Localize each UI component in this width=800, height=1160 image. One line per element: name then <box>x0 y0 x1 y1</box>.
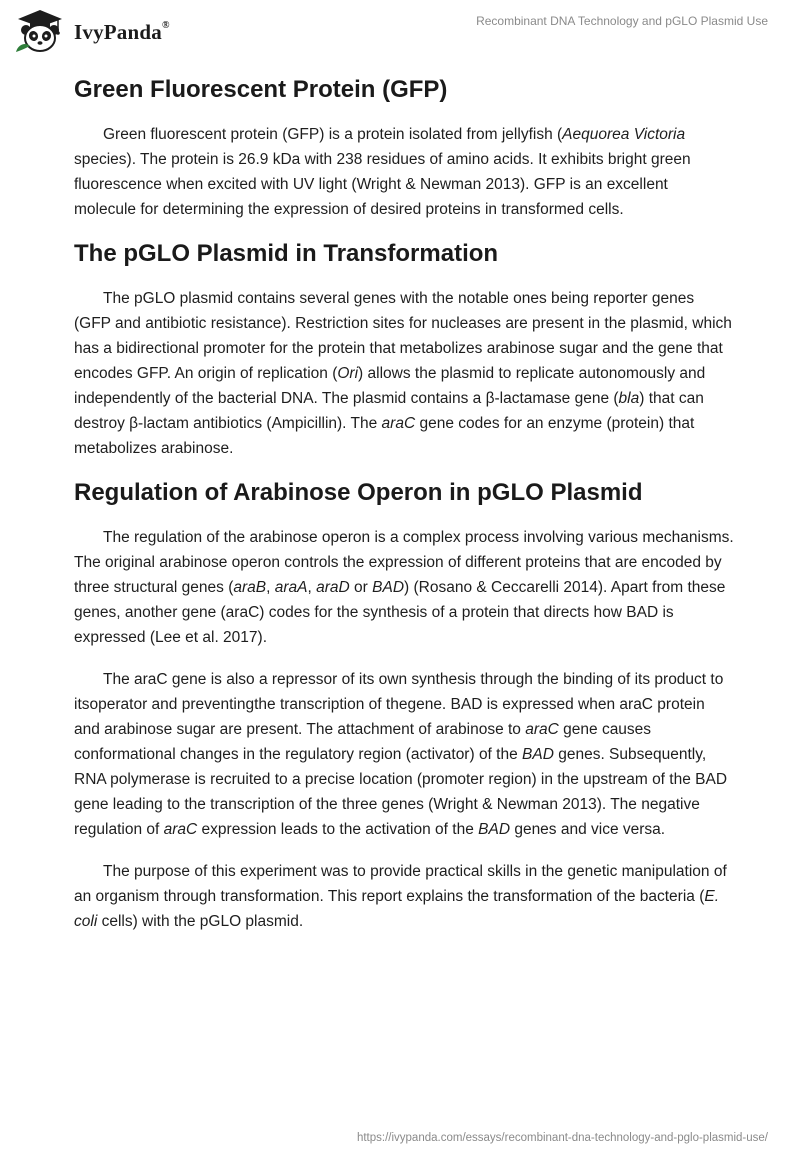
italic-term: BAD <box>522 746 554 763</box>
italic-term: araC <box>525 721 559 738</box>
paragraph-arabinose-3: The purpose of this experiment was to provide practical skills in the genetic manipulation of an organism through transformation. This report explains the transformation of the bacteria (E. coli cells) with the pGLO plasmid. <box>74 863 727 930</box>
section-title-pglo: The pGLO Plasmid in Transformation <box>74 240 499 267</box>
italic-term: araC <box>381 415 416 432</box>
paragraph-gfp: Green fluorescent protein (GFP) is a protein isolated from jellyfish (Aequorea Victoria species). The protein is 26.9 kDa with 238 residues of amino acids. It exhibits bright green fluorescence when excited with UV light (Wright & Newman 2013). GFP is an excellent molecule for determining the expression of desired proteins in transformed cells. <box>74 126 691 218</box>
brand-name[interactable]: IvyPanda® <box>74 20 170 44</box>
document-title: Recombinant DNA Technology and pGLO Plasmid Use <box>476 14 768 28</box>
italic-term: araB <box>233 579 267 596</box>
italic-term: Aequorea Victoria <box>562 126 686 143</box>
page-header <box>0 0 800 64</box>
section-title-arabinose: Regulation of Arabinose Operon in pGLO Plasmid <box>74 479 643 506</box>
italic-term: araA <box>274 579 308 596</box>
italic-term: araD <box>316 579 350 596</box>
italic-term: E. coli <box>74 888 720 930</box>
italic-term: BAD <box>478 821 511 838</box>
italic-term: Ori <box>337 365 359 382</box>
paragraph-pglo: The pGLO plasmid contains several genes with the notable ones being reporter genes (GFP and antibiotic resistance). Restriction sites for nucleases are present in the plasmid, which has a bidirectional promoter for the protein that metabolizes arabinose sugar and the gene that encodes GFP. An origin of replication (Ori) allows the plasmid to replicate autonomously and independently of the bacterial DNA. The plasmid contains a β-lactamase gene (bla) that can destroy β-lactam antibiotics (Ampicillin). The araC gene codes for an enzyme (protein) that metabolizes arabinose. <box>74 290 732 457</box>
panda-logo-icon[interactable] <box>14 8 66 56</box>
section-title-gfp: Green Fluorescent Protein (GFP) <box>74 76 448 103</box>
italic-term: BAD <box>372 579 405 596</box>
article-content <box>74 70 734 934</box>
italic-term: bla <box>618 390 640 407</box>
paragraph-arabinose-1: The regulation of the arabinose operon is a complex process involving various mechanisms. The original arabinose operon controls the expression of different proteins that are encoded by three structural genes (araB, araA, araD or BAD) (Rosano & Ceccarelli 2014). Apart from these genes, another gene (araC) codes for the synthesis of a protein that directs how BAD is expressed (Lee et al. 2017). <box>74 529 734 646</box>
source-url[interactable]: https://ivypanda.com/essays/recombinant-dna-technology-and-pglo-plasmid-use/ <box>356 1132 768 1144</box>
italic-term: araC <box>163 821 198 838</box>
paragraph-arabinose-2: The araC gene is also a repressor of its own synthesis through the binding of its product to itsoperator and preventingthe transcription of thegene. BAD is expressed when araC protein and arabinose sugar are present. The attachment of arabinose to araC gene causes conformational changes in the regulatory region (activator) of the BAD genes. Subsequently, RNA polymerase is recruited to a precise location (promoter region) in the upstream of the BAD gene leading to the transcription of the three genes (Wright & Newman 2013). The negative regulation of araC expression leads to the activation of the BAD genes and vice versa. <box>74 671 728 838</box>
